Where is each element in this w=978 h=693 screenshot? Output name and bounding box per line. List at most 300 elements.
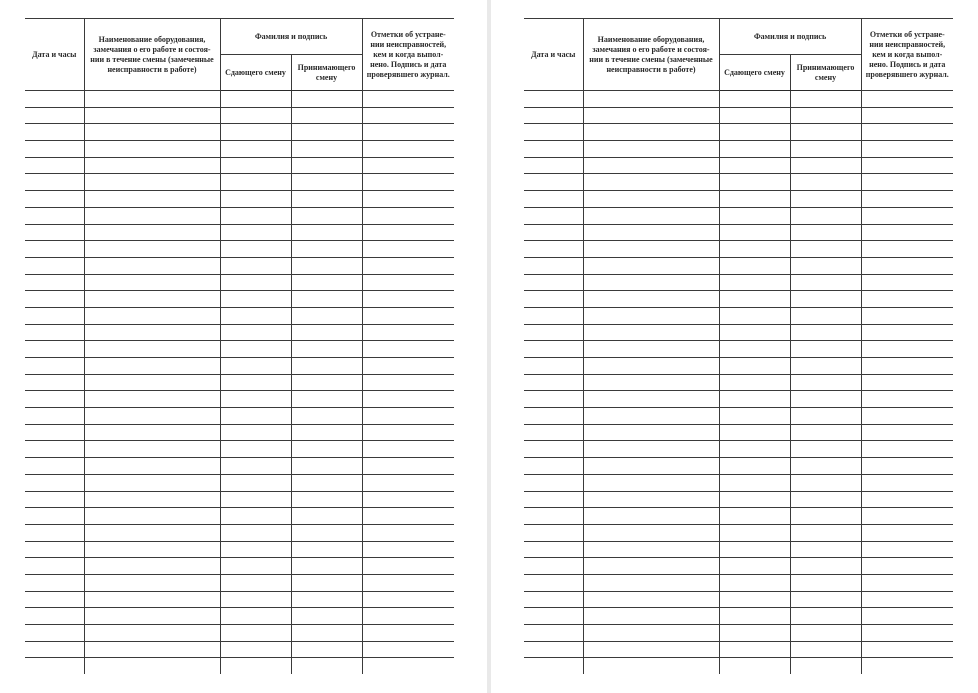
journal-cell[interactable] bbox=[220, 307, 291, 324]
journal-cell[interactable] bbox=[524, 441, 583, 458]
journal-cell[interactable] bbox=[719, 174, 790, 191]
journal-cell[interactable] bbox=[524, 274, 583, 291]
journal-cell[interactable] bbox=[362, 391, 454, 408]
journal-cell[interactable] bbox=[790, 474, 861, 491]
journal-cell[interactable] bbox=[220, 608, 291, 625]
journal-cell[interactable] bbox=[84, 608, 220, 625]
journal-cell[interactable] bbox=[84, 591, 220, 608]
journal-cell[interactable] bbox=[524, 508, 583, 525]
journal-cell[interactable] bbox=[719, 391, 790, 408]
journal-cell[interactable] bbox=[362, 374, 454, 391]
journal-cell[interactable] bbox=[719, 324, 790, 341]
journal-cell[interactable] bbox=[524, 207, 583, 224]
journal-cell[interactable] bbox=[362, 574, 454, 591]
journal-cell[interactable] bbox=[861, 224, 953, 241]
journal-cell[interactable] bbox=[84, 541, 220, 558]
journal-cell[interactable] bbox=[524, 458, 583, 475]
journal-cell[interactable] bbox=[362, 491, 454, 508]
journal-cell[interactable] bbox=[719, 107, 790, 124]
journal-cell[interactable] bbox=[790, 157, 861, 174]
journal-cell[interactable] bbox=[362, 191, 454, 208]
journal-cell[interactable] bbox=[583, 191, 719, 208]
journal-cell[interactable] bbox=[220, 358, 291, 375]
journal-cell[interactable] bbox=[790, 291, 861, 308]
journal-cell[interactable] bbox=[84, 324, 220, 341]
journal-cell[interactable] bbox=[583, 608, 719, 625]
journal-cell[interactable] bbox=[583, 391, 719, 408]
journal-cell[interactable] bbox=[524, 157, 583, 174]
journal-cell[interactable] bbox=[25, 541, 84, 558]
journal-cell[interactable] bbox=[790, 141, 861, 158]
journal-cell[interactable] bbox=[861, 608, 953, 625]
journal-cell[interactable] bbox=[84, 274, 220, 291]
journal-cell[interactable] bbox=[719, 625, 790, 642]
journal-cell[interactable] bbox=[220, 107, 291, 124]
journal-cell[interactable] bbox=[25, 524, 84, 541]
journal-cell[interactable] bbox=[583, 408, 719, 425]
journal-cell[interactable] bbox=[583, 324, 719, 341]
journal-cell[interactable] bbox=[84, 191, 220, 208]
journal-cell[interactable] bbox=[861, 174, 953, 191]
journal-cell[interactable] bbox=[583, 524, 719, 541]
journal-cell[interactable] bbox=[790, 558, 861, 575]
journal-cell[interactable] bbox=[25, 608, 84, 625]
journal-cell[interactable] bbox=[719, 274, 790, 291]
journal-cell[interactable] bbox=[220, 257, 291, 274]
journal-cell[interactable] bbox=[861, 574, 953, 591]
journal-cell[interactable] bbox=[790, 391, 861, 408]
journal-cell[interactable] bbox=[583, 241, 719, 258]
journal-cell[interactable] bbox=[790, 408, 861, 425]
journal-cell[interactable] bbox=[25, 191, 84, 208]
journal-cell[interactable] bbox=[861, 474, 953, 491]
journal-cell[interactable] bbox=[583, 641, 719, 658]
journal-cell[interactable] bbox=[362, 341, 454, 358]
journal-cell[interactable] bbox=[362, 174, 454, 191]
journal-cell[interactable] bbox=[790, 107, 861, 124]
journal-cell[interactable] bbox=[583, 441, 719, 458]
journal-cell[interactable] bbox=[362, 658, 454, 674]
journal-cell[interactable] bbox=[84, 391, 220, 408]
journal-cell[interactable] bbox=[362, 291, 454, 308]
journal-cell[interactable] bbox=[362, 591, 454, 608]
journal-cell[interactable] bbox=[790, 224, 861, 241]
journal-cell[interactable] bbox=[719, 224, 790, 241]
journal-cell[interactable] bbox=[291, 124, 362, 141]
journal-cell[interactable] bbox=[861, 107, 953, 124]
journal-cell[interactable] bbox=[524, 524, 583, 541]
journal-cell[interactable] bbox=[291, 608, 362, 625]
journal-cell[interactable] bbox=[790, 174, 861, 191]
journal-cell[interactable] bbox=[25, 508, 84, 525]
journal-cell[interactable] bbox=[790, 341, 861, 358]
journal-cell[interactable] bbox=[583, 558, 719, 575]
journal-cell[interactable] bbox=[362, 641, 454, 658]
journal-cell[interactable] bbox=[25, 157, 84, 174]
journal-cell[interactable] bbox=[25, 424, 84, 441]
journal-cell[interactable] bbox=[291, 341, 362, 358]
journal-cell[interactable] bbox=[25, 591, 84, 608]
journal-cell[interactable] bbox=[861, 341, 953, 358]
journal-cell[interactable] bbox=[25, 174, 84, 191]
journal-cell[interactable] bbox=[220, 341, 291, 358]
journal-cell[interactable] bbox=[861, 324, 953, 341]
journal-cell[interactable] bbox=[524, 658, 583, 674]
journal-cell[interactable] bbox=[524, 107, 583, 124]
journal-cell[interactable] bbox=[861, 358, 953, 375]
journal-cell[interactable] bbox=[291, 307, 362, 324]
journal-cell[interactable] bbox=[25, 574, 84, 591]
journal-cell[interactable] bbox=[524, 491, 583, 508]
journal-cell[interactable] bbox=[861, 458, 953, 475]
journal-cell[interactable] bbox=[861, 524, 953, 541]
journal-cell[interactable] bbox=[84, 207, 220, 224]
journal-cell[interactable] bbox=[524, 408, 583, 425]
journal-cell[interactable] bbox=[790, 608, 861, 625]
journal-cell[interactable] bbox=[583, 458, 719, 475]
journal-cell[interactable] bbox=[25, 291, 84, 308]
journal-cell[interactable] bbox=[719, 341, 790, 358]
journal-cell[interactable] bbox=[291, 391, 362, 408]
journal-cell[interactable] bbox=[84, 241, 220, 258]
journal-cell[interactable] bbox=[84, 91, 220, 108]
journal-cell[interactable] bbox=[362, 274, 454, 291]
journal-cell[interactable] bbox=[583, 274, 719, 291]
journal-cell[interactable] bbox=[25, 241, 84, 258]
journal-cell[interactable] bbox=[362, 107, 454, 124]
journal-cell[interactable] bbox=[861, 658, 953, 674]
journal-cell[interactable] bbox=[291, 191, 362, 208]
journal-cell[interactable] bbox=[25, 658, 84, 674]
journal-cell[interactable] bbox=[25, 257, 84, 274]
journal-cell[interactable] bbox=[861, 625, 953, 642]
journal-cell[interactable] bbox=[220, 508, 291, 525]
journal-cell[interactable] bbox=[719, 257, 790, 274]
journal-cell[interactable] bbox=[220, 274, 291, 291]
journal-cell[interactable] bbox=[524, 241, 583, 258]
journal-cell[interactable] bbox=[25, 474, 84, 491]
journal-cell[interactable] bbox=[84, 291, 220, 308]
journal-cell[interactable] bbox=[790, 274, 861, 291]
journal-cell[interactable] bbox=[790, 458, 861, 475]
journal-cell[interactable] bbox=[25, 625, 84, 642]
journal-cell[interactable] bbox=[84, 408, 220, 425]
journal-cell[interactable] bbox=[84, 625, 220, 642]
journal-cell[interactable] bbox=[524, 391, 583, 408]
journal-cell[interactable] bbox=[719, 124, 790, 141]
journal-cell[interactable] bbox=[84, 107, 220, 124]
journal-cell[interactable] bbox=[861, 91, 953, 108]
journal-cell[interactable] bbox=[362, 207, 454, 224]
journal-cell[interactable] bbox=[291, 91, 362, 108]
journal-cell[interactable] bbox=[84, 307, 220, 324]
journal-cell[interactable] bbox=[524, 358, 583, 375]
journal-cell[interactable] bbox=[291, 508, 362, 525]
journal-cell[interactable] bbox=[861, 541, 953, 558]
journal-cell[interactable] bbox=[362, 307, 454, 324]
journal-cell[interactable] bbox=[719, 474, 790, 491]
journal-cell[interactable] bbox=[84, 574, 220, 591]
journal-cell[interactable] bbox=[84, 174, 220, 191]
journal-cell[interactable] bbox=[84, 341, 220, 358]
journal-cell[interactable] bbox=[719, 458, 790, 475]
journal-cell[interactable] bbox=[291, 141, 362, 158]
journal-cell[interactable] bbox=[583, 141, 719, 158]
journal-cell[interactable] bbox=[84, 424, 220, 441]
journal-cell[interactable] bbox=[84, 441, 220, 458]
journal-cell[interactable] bbox=[362, 608, 454, 625]
journal-cell[interactable] bbox=[291, 224, 362, 241]
journal-cell[interactable] bbox=[790, 124, 861, 141]
journal-cell[interactable] bbox=[220, 541, 291, 558]
journal-cell[interactable] bbox=[25, 274, 84, 291]
journal-cell[interactable] bbox=[25, 141, 84, 158]
journal-cell[interactable] bbox=[861, 307, 953, 324]
journal-cell[interactable] bbox=[291, 358, 362, 375]
journal-cell[interactable] bbox=[25, 641, 84, 658]
journal-cell[interactable] bbox=[861, 141, 953, 158]
journal-cell[interactable] bbox=[583, 257, 719, 274]
journal-cell[interactable] bbox=[84, 658, 220, 674]
journal-cell[interactable] bbox=[362, 524, 454, 541]
journal-cell[interactable] bbox=[719, 307, 790, 324]
journal-cell[interactable] bbox=[719, 641, 790, 658]
journal-cell[interactable] bbox=[790, 491, 861, 508]
journal-cell[interactable] bbox=[861, 291, 953, 308]
journal-cell[interactable] bbox=[220, 524, 291, 541]
journal-cell[interactable] bbox=[291, 541, 362, 558]
journal-cell[interactable] bbox=[362, 458, 454, 475]
journal-cell[interactable] bbox=[84, 358, 220, 375]
journal-cell[interactable] bbox=[583, 207, 719, 224]
journal-cell[interactable] bbox=[25, 124, 84, 141]
journal-cell[interactable] bbox=[362, 141, 454, 158]
journal-cell[interactable] bbox=[524, 591, 583, 608]
journal-cell[interactable] bbox=[583, 474, 719, 491]
journal-cell[interactable] bbox=[861, 207, 953, 224]
journal-cell[interactable] bbox=[861, 591, 953, 608]
journal-cell[interactable] bbox=[861, 424, 953, 441]
journal-cell[interactable] bbox=[291, 458, 362, 475]
journal-cell[interactable] bbox=[583, 541, 719, 558]
journal-cell[interactable] bbox=[84, 508, 220, 525]
journal-cell[interactable] bbox=[719, 291, 790, 308]
journal-cell[interactable] bbox=[220, 458, 291, 475]
journal-cell[interactable] bbox=[25, 491, 84, 508]
journal-cell[interactable] bbox=[220, 324, 291, 341]
journal-cell[interactable] bbox=[861, 191, 953, 208]
journal-cell[interactable] bbox=[25, 374, 84, 391]
journal-cell[interactable] bbox=[524, 608, 583, 625]
journal-cell[interactable] bbox=[220, 625, 291, 642]
journal-cell[interactable] bbox=[25, 324, 84, 341]
journal-cell[interactable] bbox=[291, 558, 362, 575]
journal-cell[interactable] bbox=[220, 191, 291, 208]
journal-cell[interactable] bbox=[84, 124, 220, 141]
journal-cell[interactable] bbox=[719, 658, 790, 674]
journal-cell[interactable] bbox=[524, 541, 583, 558]
journal-cell[interactable] bbox=[362, 541, 454, 558]
journal-cell[interactable] bbox=[790, 191, 861, 208]
journal-cell[interactable] bbox=[524, 574, 583, 591]
journal-cell[interactable] bbox=[25, 441, 84, 458]
journal-cell[interactable] bbox=[790, 658, 861, 674]
journal-cell[interactable] bbox=[291, 207, 362, 224]
journal-cell[interactable] bbox=[583, 491, 719, 508]
journal-cell[interactable] bbox=[291, 324, 362, 341]
journal-cell[interactable] bbox=[220, 124, 291, 141]
journal-cell[interactable] bbox=[861, 641, 953, 658]
journal-cell[interactable] bbox=[291, 107, 362, 124]
journal-cell[interactable] bbox=[790, 307, 861, 324]
journal-cell[interactable] bbox=[291, 658, 362, 674]
journal-cell[interactable] bbox=[84, 458, 220, 475]
journal-cell[interactable] bbox=[719, 591, 790, 608]
journal-cell[interactable] bbox=[583, 424, 719, 441]
journal-cell[interactable] bbox=[362, 124, 454, 141]
journal-cell[interactable] bbox=[25, 458, 84, 475]
journal-cell[interactable] bbox=[719, 374, 790, 391]
journal-cell[interactable] bbox=[524, 291, 583, 308]
journal-cell[interactable] bbox=[362, 91, 454, 108]
journal-cell[interactable] bbox=[220, 574, 291, 591]
journal-cell[interactable] bbox=[861, 124, 953, 141]
journal-cell[interactable] bbox=[583, 358, 719, 375]
journal-cell[interactable] bbox=[220, 224, 291, 241]
journal-cell[interactable] bbox=[790, 207, 861, 224]
journal-cell[interactable] bbox=[362, 625, 454, 642]
journal-cell[interactable] bbox=[220, 291, 291, 308]
journal-cell[interactable] bbox=[291, 591, 362, 608]
journal-cell[interactable] bbox=[790, 374, 861, 391]
journal-cell[interactable] bbox=[220, 558, 291, 575]
journal-cell[interactable] bbox=[583, 374, 719, 391]
journal-cell[interactable] bbox=[583, 658, 719, 674]
journal-cell[interactable] bbox=[583, 107, 719, 124]
journal-cell[interactable] bbox=[861, 374, 953, 391]
journal-cell[interactable] bbox=[291, 625, 362, 642]
journal-cell[interactable] bbox=[84, 224, 220, 241]
journal-cell[interactable] bbox=[719, 408, 790, 425]
journal-cell[interactable] bbox=[220, 207, 291, 224]
journal-cell[interactable] bbox=[291, 491, 362, 508]
journal-cell[interactable] bbox=[583, 307, 719, 324]
journal-cell[interactable] bbox=[524, 307, 583, 324]
journal-cell[interactable] bbox=[583, 174, 719, 191]
journal-cell[interactable] bbox=[790, 324, 861, 341]
journal-cell[interactable] bbox=[790, 424, 861, 441]
journal-cell[interactable] bbox=[291, 441, 362, 458]
journal-cell[interactable] bbox=[362, 408, 454, 425]
journal-cell[interactable] bbox=[84, 641, 220, 658]
journal-cell[interactable] bbox=[861, 157, 953, 174]
journal-cell[interactable] bbox=[291, 157, 362, 174]
journal-cell[interactable] bbox=[524, 424, 583, 441]
journal-cell[interactable] bbox=[861, 491, 953, 508]
journal-cell[interactable] bbox=[25, 224, 84, 241]
journal-cell[interactable] bbox=[524, 224, 583, 241]
journal-cell[interactable] bbox=[524, 474, 583, 491]
journal-cell[interactable] bbox=[524, 324, 583, 341]
journal-cell[interactable] bbox=[25, 358, 84, 375]
journal-cell[interactable] bbox=[291, 574, 362, 591]
journal-cell[interactable] bbox=[583, 224, 719, 241]
journal-cell[interactable] bbox=[524, 625, 583, 642]
journal-cell[interactable] bbox=[291, 241, 362, 258]
journal-cell[interactable] bbox=[25, 558, 84, 575]
journal-cell[interactable] bbox=[790, 91, 861, 108]
journal-cell[interactable] bbox=[25, 107, 84, 124]
journal-cell[interactable] bbox=[524, 91, 583, 108]
journal-cell[interactable] bbox=[790, 641, 861, 658]
journal-cell[interactable] bbox=[220, 374, 291, 391]
journal-cell[interactable] bbox=[719, 141, 790, 158]
journal-cell[interactable] bbox=[790, 625, 861, 642]
journal-cell[interactable] bbox=[861, 508, 953, 525]
journal-cell[interactable] bbox=[719, 608, 790, 625]
journal-cell[interactable] bbox=[719, 541, 790, 558]
journal-cell[interactable] bbox=[719, 441, 790, 458]
journal-cell[interactable] bbox=[583, 574, 719, 591]
journal-cell[interactable] bbox=[719, 491, 790, 508]
journal-cell[interactable] bbox=[861, 274, 953, 291]
journal-cell[interactable] bbox=[790, 257, 861, 274]
journal-cell[interactable] bbox=[291, 424, 362, 441]
journal-cell[interactable] bbox=[84, 374, 220, 391]
journal-cell[interactable] bbox=[719, 91, 790, 108]
journal-cell[interactable] bbox=[362, 558, 454, 575]
journal-cell[interactable] bbox=[291, 291, 362, 308]
journal-cell[interactable] bbox=[861, 558, 953, 575]
journal-cell[interactable] bbox=[84, 257, 220, 274]
journal-cell[interactable] bbox=[583, 625, 719, 642]
journal-cell[interactable] bbox=[84, 474, 220, 491]
journal-cell[interactable] bbox=[524, 124, 583, 141]
journal-cell[interactable] bbox=[719, 524, 790, 541]
journal-cell[interactable] bbox=[220, 241, 291, 258]
journal-cell[interactable] bbox=[220, 591, 291, 608]
journal-cell[interactable] bbox=[524, 341, 583, 358]
journal-cell[interactable] bbox=[583, 91, 719, 108]
journal-cell[interactable] bbox=[220, 441, 291, 458]
journal-cell[interactable] bbox=[220, 174, 291, 191]
journal-cell[interactable] bbox=[524, 191, 583, 208]
journal-cell[interactable] bbox=[362, 241, 454, 258]
journal-cell[interactable] bbox=[861, 408, 953, 425]
journal-cell[interactable] bbox=[84, 141, 220, 158]
journal-cell[interactable] bbox=[362, 508, 454, 525]
journal-cell[interactable] bbox=[861, 391, 953, 408]
journal-cell[interactable] bbox=[524, 257, 583, 274]
journal-cell[interactable] bbox=[220, 641, 291, 658]
journal-cell[interactable] bbox=[583, 591, 719, 608]
journal-cell[interactable] bbox=[524, 641, 583, 658]
journal-cell[interactable] bbox=[790, 591, 861, 608]
journal-cell[interactable] bbox=[524, 374, 583, 391]
journal-cell[interactable] bbox=[790, 524, 861, 541]
journal-cell[interactable] bbox=[719, 191, 790, 208]
journal-cell[interactable] bbox=[291, 174, 362, 191]
journal-cell[interactable] bbox=[583, 341, 719, 358]
journal-cell[interactable] bbox=[719, 157, 790, 174]
journal-cell[interactable] bbox=[861, 441, 953, 458]
journal-cell[interactable] bbox=[25, 207, 84, 224]
journal-cell[interactable] bbox=[291, 641, 362, 658]
journal-cell[interactable] bbox=[291, 257, 362, 274]
journal-cell[interactable] bbox=[362, 358, 454, 375]
journal-cell[interactable] bbox=[719, 358, 790, 375]
journal-cell[interactable] bbox=[362, 257, 454, 274]
